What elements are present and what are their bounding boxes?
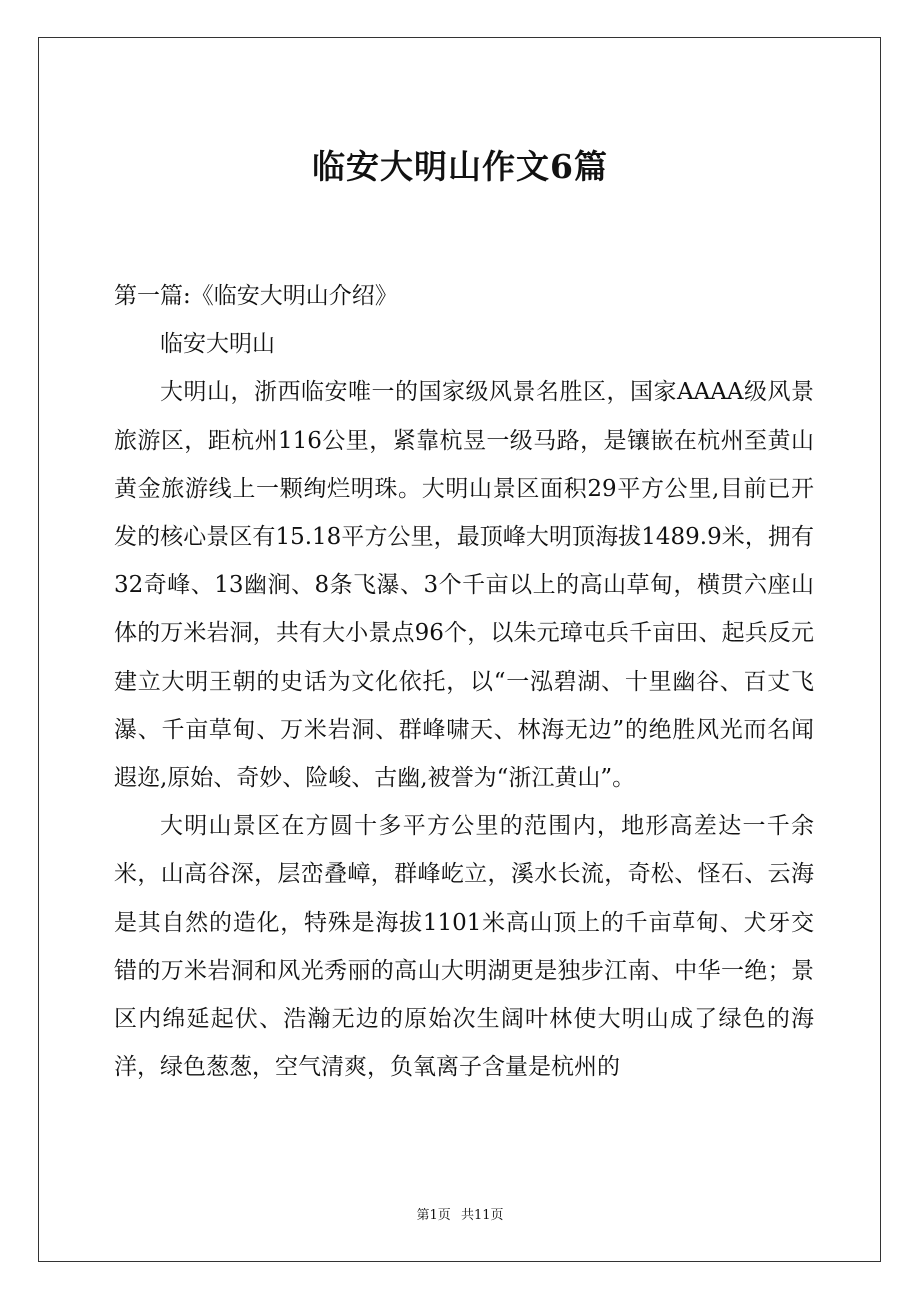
- document-title: 临安大明山作文6篇: [312, 147, 608, 186]
- page-number: 第1页: [416, 1208, 451, 1223]
- page-total: 共11页: [460, 1208, 504, 1223]
- section-heading: 第一篇:《临安大明山介绍》: [114, 283, 398, 309]
- paragraph: 大明山景区在方圆十多平方公里的范围内，地形高差达一千余米，山高谷深，层峦叠嶂，群峰屹立，溪水长流，奇松、怪石、云海是其自然的造化，特殊是海拔1101米高山顶上的千亩草甸、犬牙交错的万米岩洞和风光秀丽的高山大明湖更是独步江南、中华一绝；景区内绵延起伏、浩瀚无边的原始次生阔叶林使大明山成了绿色的海洋，绿色葱葱，空气清爽，负氧离子含量是杭州的: [114, 813, 814, 1081]
- document-body: [114, 272, 814, 1091]
- paragraph: 大明山，浙西临安唯一的国家级风景名胜区，国家AAAA级风景旅游区，距杭州116公里，紧靠杭昱一级马路，是镶嵌在杭州至黄山黄金旅游线上一颗绚烂明珠。大明山景区面积29平方公里,目前已开发的核心景区有15.18平方公里，最顶峰大明顶海拔1489.9米，拥有32奇峰、13幽涧、8条飞瀑、3个千亩以上的高山草甸，横贯六座山体的万米岩洞，共有大小景点96个，以朱元璋屯兵千亩田、起兵反元建立大明王朝的史话为文化依托，以“一泓碧湖、十里幽谷、百丈飞瀑、千亩草甸、万米岩洞、群峰啸天、林海无边”的绝胜风光而名闻遐迩,原始、奇妙、险峻、古幽,被誉为“浙江黄山”。: [114, 379, 814, 792]
- page-footer: [0, 1206, 920, 1226]
- subtitle: 临安大明山: [160, 331, 275, 358]
